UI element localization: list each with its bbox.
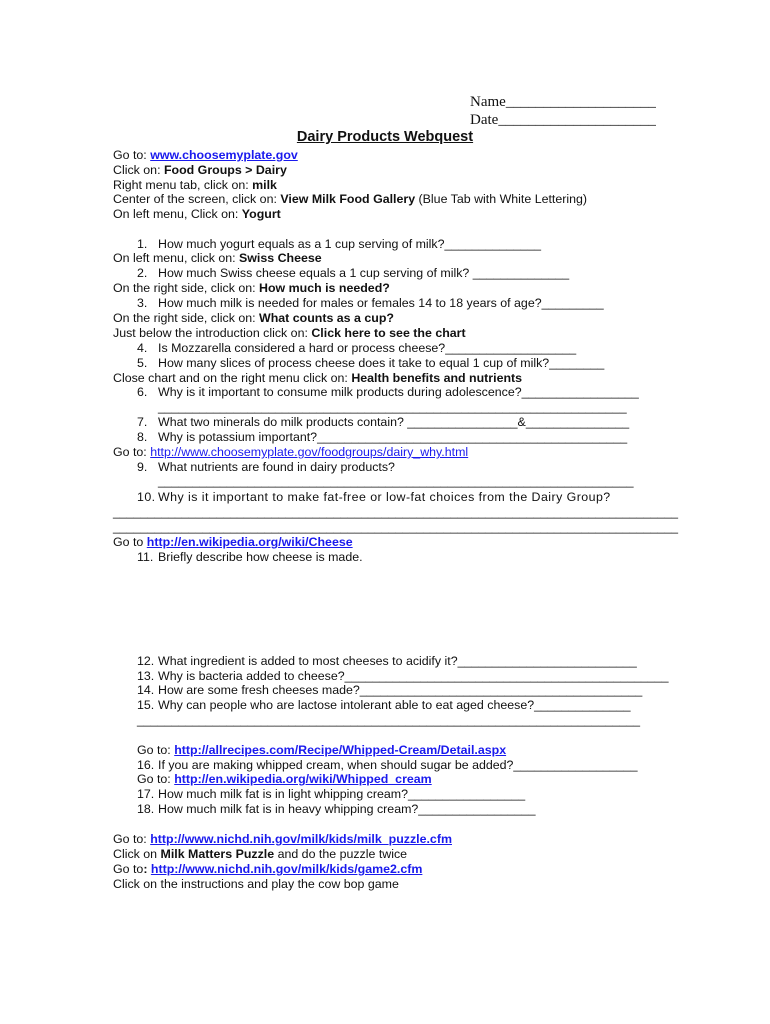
name-field[interactable]: Name____________________ <box>470 94 656 110</box>
instruction-text: Go to: <box>113 148 151 162</box>
instruction-bold: View Milk Food Gallery <box>280 192 416 206</box>
instruction-text: Right menu tab, click on: <box>113 178 253 192</box>
question-text: What ingredient is added to most cheeses to acidify it?__________________________ <box>158 654 637 668</box>
question-text: Why is bacteria added to cheese?_______________________________________________ <box>158 669 669 683</box>
question-text: How much milk fat is in heavy whipping cream?_________________ <box>158 802 536 816</box>
instruction-goto-game <box>113 862 422 877</box>
question-11 <box>137 550 363 565</box>
link-milk-game[interactable]: http://www.nichd.nih.gov/milk/kids/game2.cfm <box>150 862 423 876</box>
instruction-cow-bop-game: Click on the instructions and play the cow bop game <box>113 877 399 891</box>
question-text: How much Swiss cheese equals a 1 cup serving of milk? ______________ <box>158 266 570 280</box>
page-title: Dairy Products Webquest <box>296 129 474 145</box>
question-7 <box>137 415 629 430</box>
question-16 <box>137 758 637 773</box>
question-text: Why is it important to consume milk products during adolescence?_________________ <box>158 385 639 399</box>
question-15 <box>137 698 631 713</box>
answer-line[interactable]: __________________________________________________________________________________ <box>113 520 679 534</box>
instruction-text: On left menu, Click on: <box>113 207 242 221</box>
link-milk-puzzle[interactable]: http://www.nichd.nih.gov/milk/kids/milk_puzzle.cfm <box>150 832 452 846</box>
instruction-swiss-cheese <box>113 251 322 266</box>
instruction-goto-cheese <box>113 535 353 550</box>
question-number: 18. <box>137 802 155 816</box>
instruction-text: Go to <box>113 535 147 549</box>
instruction-goto-whipped-wiki <box>137 772 432 787</box>
date-field[interactable]: Date_____________________ <box>470 112 656 128</box>
question-number: 15. <box>137 698 155 712</box>
question-number: 17. <box>137 787 155 801</box>
question-text: Why is potassium important?_____________________________________________ <box>158 430 628 444</box>
question-9 <box>137 460 395 475</box>
question-text: Briefly describe how cheese is made. <box>158 550 363 564</box>
instruction-bold: What counts as a cup? <box>259 311 394 325</box>
question-text: What nutrients are found in dairy products? <box>158 460 395 474</box>
instruction-what-counts <box>113 311 394 326</box>
instruction-text: and do the puzzle twice <box>274 847 408 861</box>
instruction-health-benefits <box>113 371 522 386</box>
question-text: Why can people who are lactose intolerant able to eat aged cheese?______________ <box>158 698 631 712</box>
instruction-right-menu <box>113 178 277 193</box>
link-wiki-cheese[interactable]: http://en.wikipedia.org/wiki/Cheese <box>146 535 353 549</box>
instruction-goto-whipped-recipe <box>137 743 506 758</box>
question-text: What two minerals do milk products contain? ________________&_______________ <box>158 415 630 429</box>
instruction-bold: : <box>143 862 151 876</box>
instruction-center-screen <box>113 192 587 207</box>
answer-line[interactable]: _____________________________________________________________________ <box>158 474 634 488</box>
instruction-left-menu-yogurt <box>113 207 281 222</box>
question-number: 13. <box>137 669 155 683</box>
instruction-text: On the right side, click on: <box>113 311 260 325</box>
question-number: 8. <box>137 430 148 444</box>
question-12 <box>137 654 637 669</box>
question-14 <box>137 683 642 698</box>
instruction-bold: Food Groups > Dairy <box>163 163 287 177</box>
question-3 <box>137 296 604 311</box>
instruction-text: Go to: <box>137 772 175 786</box>
instruction-text: Just below the introduction click on: <box>113 326 312 340</box>
question-number: 14. <box>137 683 155 697</box>
question-number: 10. <box>137 490 156 504</box>
instruction-bold: Swiss Cheese <box>239 251 322 265</box>
question-number: 16. <box>137 758 155 772</box>
link-choosemyplate[interactable]: www.choosemyplate.gov <box>150 148 298 162</box>
link-dairy-why[interactable]: http://www.choosemyplate.gov/foodgroups/dairy_why.html <box>150 445 469 459</box>
question-text: How much milk is needed for males or females 14 to 18 years of age?_________ <box>158 296 604 310</box>
instruction-milk-matters-puzzle <box>113 847 407 862</box>
instruction-bold: Yogurt <box>241 207 281 221</box>
instruction-text: Close chart and on the right menu click on: <box>113 371 352 385</box>
question-number: 4. <box>137 341 148 355</box>
question-number: 1. <box>137 237 148 251</box>
question-text: Is Mozzarella considered a hard or process cheese?___________________ <box>158 341 577 355</box>
instruction-goto-milk-puzzle <box>113 832 452 847</box>
instruction-goto-dairy-why <box>113 445 468 460</box>
question-number: 12. <box>137 654 155 668</box>
instruction-text: Go to: <box>113 445 151 459</box>
instruction-text: Go to <box>113 862 144 876</box>
instruction-text: Click on: <box>113 163 164 177</box>
instruction-text: Go to: <box>113 832 151 846</box>
instruction-goto-choosemyplate <box>113 148 298 163</box>
question-number: 7. <box>137 415 148 429</box>
question-1 <box>137 237 541 252</box>
question-5 <box>137 356 604 371</box>
instruction-how-much-needed <box>113 281 390 296</box>
answer-line[interactable]: _________________________________________________________________________ <box>137 713 641 727</box>
instruction-text: Go to: <box>137 743 175 757</box>
answer-line[interactable]: ____________________________________________________________________ <box>158 400 627 414</box>
question-number: 5. <box>137 356 148 370</box>
instruction-bold: How much is needed? <box>259 281 390 295</box>
question-text: Why is it important to make fat-free or low-fat choices from the Dairy Group? <box>158 490 611 504</box>
question-text: How are some fresh cheeses made?_________________________________________ <box>158 683 643 697</box>
instruction-see-chart <box>113 326 466 341</box>
question-number: 2. <box>137 266 148 280</box>
question-number: 11. <box>137 550 154 564</box>
question-6 <box>137 385 639 400</box>
instruction-bold: Click here to see the chart <box>311 326 466 340</box>
instruction-text: On the right side, click on: <box>113 281 260 295</box>
question-8 <box>137 430 627 445</box>
question-number: 3. <box>137 296 148 310</box>
question-2 <box>137 266 569 281</box>
question-number: 9. <box>137 460 148 474</box>
instruction-text: Center of the screen, click on: <box>113 192 281 206</box>
instruction-bold: Health benefits and nutrients <box>351 371 523 385</box>
instruction-click-food-groups <box>113 163 287 178</box>
instruction-bold: milk <box>252 178 277 192</box>
link-wiki-whipped-cream[interactable]: http://en.wikipedia.org/wiki/Whipped_cream <box>174 772 432 786</box>
instruction-text: Click on <box>113 847 161 861</box>
question-number: 6. <box>137 385 148 399</box>
question-text: If you are making whipped cream, when should sugar be added?__________________ <box>158 758 638 772</box>
question-10 <box>137 490 611 505</box>
instruction-text: (Blue Tab with White Lettering) <box>415 192 588 206</box>
link-allrecipes-whipped-cream[interactable]: http://allrecipes.com/Recipe/Whipped-Cream/Detail.aspx <box>174 743 507 757</box>
question-text: How much milk fat is in light whipping cream?_________________ <box>158 787 526 801</box>
question-4 <box>137 341 576 356</box>
question-13 <box>137 669 669 684</box>
instruction-bold: Milk Matters Puzzle <box>160 847 275 861</box>
instruction-text: On left menu, click on: <box>113 251 240 265</box>
question-18 <box>137 802 535 817</box>
question-text: How many slices of process cheese does it take to equal 1 cup of milk?________ <box>158 356 605 370</box>
question-17 <box>137 787 525 802</box>
answer-line[interactable]: __________________________________________________________________________________ <box>113 505 679 519</box>
question-text: How much yogurt equals as a 1 cup serving of milk?______________ <box>158 237 541 251</box>
